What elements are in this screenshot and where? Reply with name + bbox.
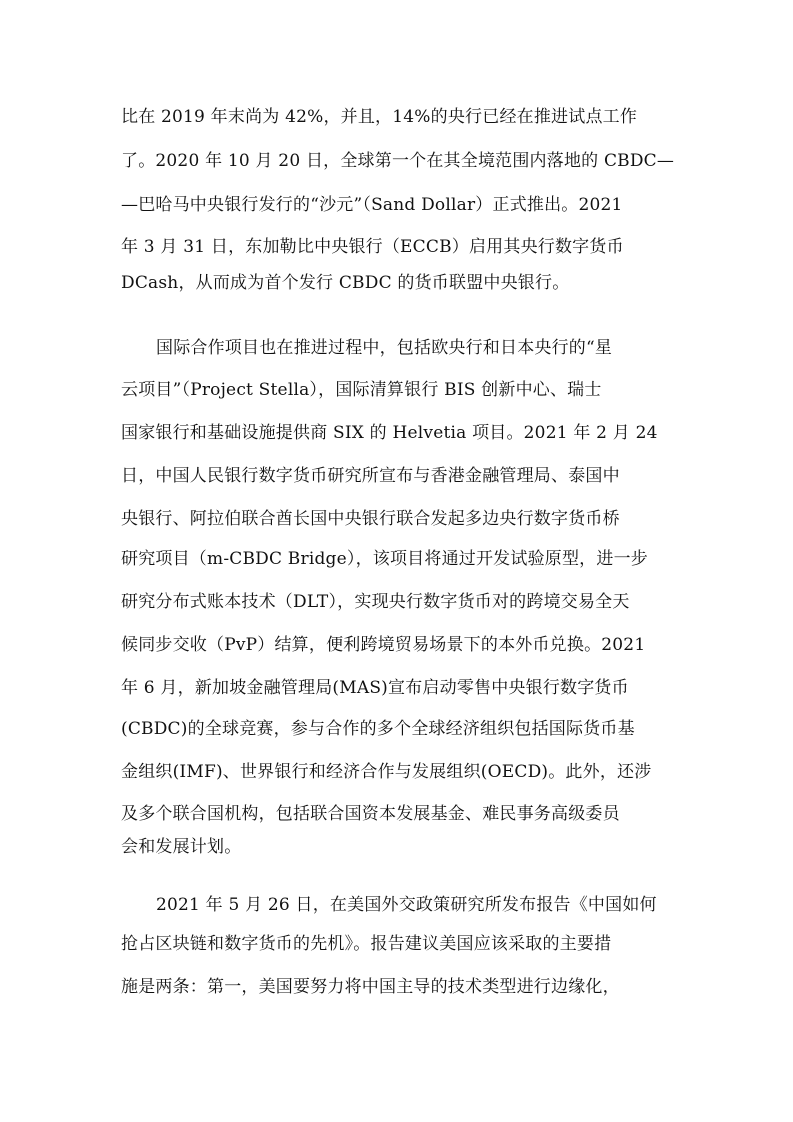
text-line: 及多个联合国机构，包括联合国资本发展基金、难民事务高级委员 [121,804,620,824]
text-line: 了。2020 年 10 月 20 日，全球第一个在其全境范围内落地的 CBDC— [121,151,675,171]
text-line: 研究项目（m-CBDC Bridge），该项目将通过开发试验原型，进一步 [121,549,648,569]
text-line: (CBDC)的全球竞赛，参与合作的多个全球经济组织包括国际货币基 [121,719,635,739]
text-line: 候同步交收（PvP）结算，便利跨境贸易场景下的本外币兑换。2021 [121,635,646,655]
text-line: 金组织(IMF)、世界银行和经济合作与发展组织(OECD)。此外，还涉 [121,762,652,782]
text-line: 会和发展计划。 [121,837,242,857]
text-line: 云项目”（Project Stella），国际清算银行 BIS 创新中心、瑞士 [121,380,602,400]
text-line: 研究分布式账本技术（DLT），实现央行数字货币对的跨境交易全天 [121,592,630,612]
text-line: DCash，从而成为首个发行 CBDC 的货币联盟中央银行。 [121,273,570,293]
text-line: 国际合作项目也在推进过程中，包括欧央行和日本央行的“星 [156,338,613,358]
text-line: 2021 年 5 月 26 日，在美国外交政策研究所发布报告《中国如何 [156,895,657,915]
text-line: 年 6 月，新加坡金融管理局(MAS)宣布启动零售中央银行数字货币 [121,678,629,698]
text-line: 年 3 月 31 日，东加勒比中央银行（ECCB）启用其央行数字货币 [121,237,624,257]
text-line: —巴哈马中央银行发行的“沙元”（Sand Dollar）正式推出。2021 [121,195,623,215]
text-line: 央银行、阿拉伯联合酋长国中央银行联合发起多边央行数字货币桥 [121,509,620,529]
text-line: 日，中国人民银行数字货币研究所宣布与香港金融管理局、泰国中 [121,466,620,486]
text-line: 比在 2019 年末尚为 42%，并且，14%的央行已经在推进试点工作 [121,107,638,127]
text-line: 抢占区块链和数字货币的先机》。报告建议美国应该采取的主要措 [121,934,612,954]
text-line: 国家银行和基础设施提供商 SIX 的 Helvetia 项目。2021 年 2 月 24 [121,423,658,443]
text-line: 施是两条：第一，美国要努力将中国主导的技术类型进行边缘化， [121,977,620,997]
